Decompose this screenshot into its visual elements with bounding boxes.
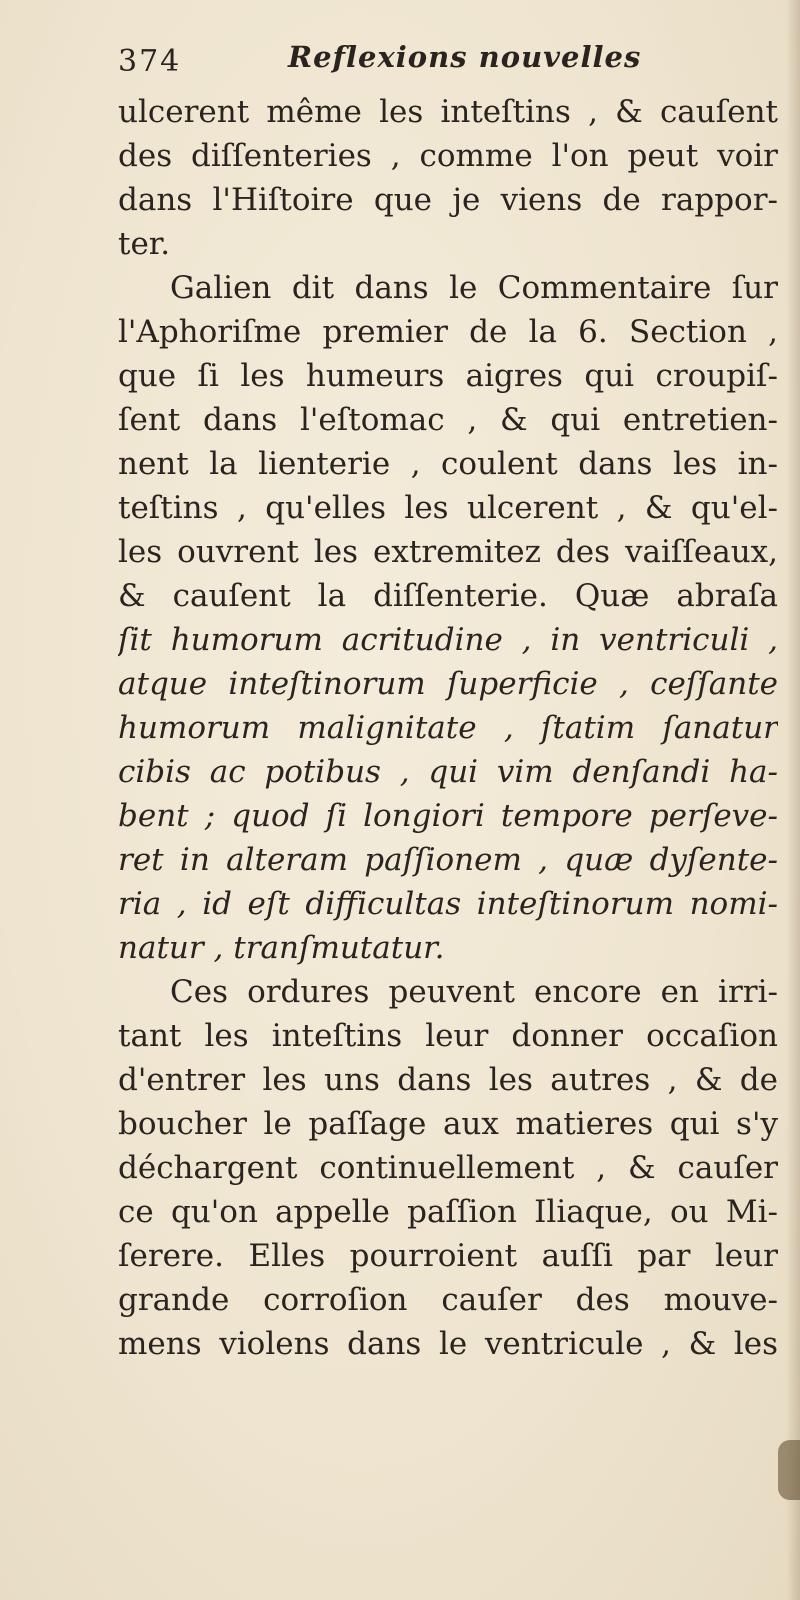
text-line: teſtins , qu'elles les ulcerent , & qu'el- (118, 490, 778, 526)
body-text (118, 90, 778, 1366)
latin-quote-line: ria , id eſt difficultas inteſtinorum nomi- (118, 886, 778, 922)
page-header (118, 40, 678, 90)
text-line: ce qu'on appelle paſſion Iliaque, ou Mi- (118, 1194, 778, 1230)
text-line: dans l'Hiſtoire que je viens de rappor- (118, 182, 778, 218)
latin-quote-line: ret in alteram paſſionem , quæ dyſente- (118, 842, 778, 878)
text-line: ulcerent même les inteſtins , & cauſent (118, 94, 778, 130)
latin-quote-line: humorum malignitate , ſtatim ſanatur (118, 710, 778, 746)
page-edge-shadow (786, 0, 800, 1600)
latin-quote-line: cibis ac potibus , qui vim denſandi ha- (118, 754, 778, 790)
latin-quote-line: ſit humorum acritudine , in ventriculi , (118, 622, 778, 658)
latin-quote-line: atque inteſtinorum ſuperficie , ceſſante (118, 666, 778, 702)
text-line: l'Aphoriſme premier de la 6. Section , (118, 314, 778, 350)
running-title: Reflexions nouvelles (288, 40, 642, 74)
text-line: nent la lienterie , coulent dans les in- (118, 446, 778, 482)
text-line: des diſſenteries , comme l'on peut voir (118, 138, 778, 174)
text-line: Galien dit dans le Commentaire ſur (170, 270, 778, 306)
latin-quote-line: natur , tranſmutatur. (118, 930, 445, 966)
text-line: & cauſent la diſſenterie. Quæ abraſa (118, 578, 778, 614)
text-line: grande corroſion cauſer des mouve- (118, 1282, 778, 1318)
text-line: ſent dans l'eſtomac , & qui entretien- (118, 402, 778, 438)
text-line: que ſi les humeurs aigres qui croupiſ- (118, 358, 778, 394)
latin-quote-line: bent ; quod ſi longiori tempore perſeve- (118, 798, 778, 834)
text-line: les ouvrent les extremitez des vaiſſeaux, (118, 534, 778, 570)
ink-smudge (778, 1440, 800, 1500)
text-line: mens violens dans le ventricule , & les (118, 1326, 778, 1362)
text-line: ſerere. Elles pourroient auſſi par leur (118, 1238, 778, 1274)
text-line: d'entrer les uns dans les autres , & de (118, 1062, 778, 1098)
page-number: 374 (118, 44, 182, 79)
text-line: ter. (118, 226, 171, 262)
text-line: boucher le paſſage aux matieres qui s'y (118, 1106, 778, 1142)
text-line: déchargent continuellement , & cauſer (118, 1150, 778, 1186)
text-line: tant les inteſtins leur donner occaſion (118, 1018, 778, 1054)
text-line: Ces ordures peuvent encore en irri- (170, 974, 778, 1010)
